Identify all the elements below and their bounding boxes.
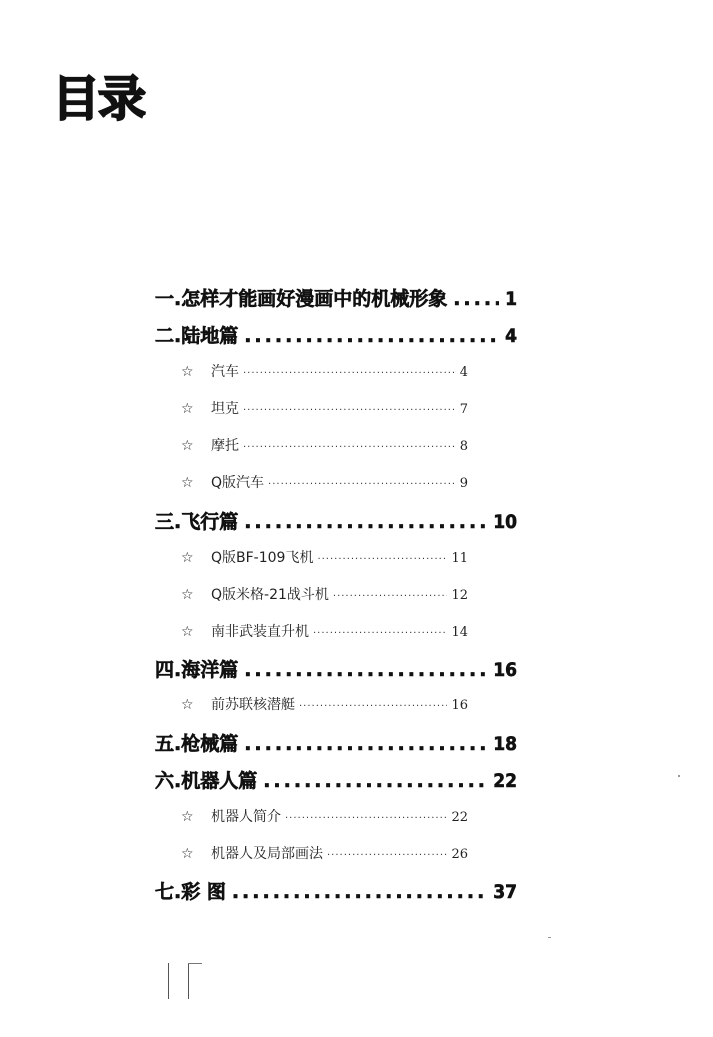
toc-entry-label: 一.怎样才能画好漫画中的机械形象 bbox=[155, 288, 448, 310]
toc-entry-page: 4 bbox=[505, 325, 517, 347]
toc-entry-chapter-5[interactable] bbox=[155, 729, 517, 756]
dot-leader bbox=[285, 813, 447, 824]
toc-entry-label: 六.机器人篇 bbox=[155, 770, 258, 792]
toc-entry-page: 12 bbox=[451, 588, 468, 603]
star-icon: ☆ bbox=[181, 438, 194, 454]
toc-entry-page: 22 bbox=[493, 770, 517, 792]
toc-entry-label: 四.海洋篇 bbox=[155, 659, 239, 681]
toc-entry-page: 16 bbox=[493, 659, 517, 681]
toc-entry-label: 三.飞行篇 bbox=[155, 511, 239, 533]
toc-entry-label: 机器人简介 bbox=[211, 809, 281, 825]
star-icon: ☆ bbox=[181, 401, 194, 417]
toc-entry-section[interactable] bbox=[181, 843, 468, 863]
dot-leader bbox=[263, 770, 487, 792]
toc-entry-label: 汽车 bbox=[211, 364, 239, 380]
toc-entry-section[interactable] bbox=[181, 806, 468, 826]
scan-speck bbox=[678, 775, 680, 777]
toc-entry-page: 22 bbox=[451, 810, 468, 825]
toc-entry-chapter-3[interactable] bbox=[155, 507, 517, 534]
star-icon: ☆ bbox=[181, 809, 194, 825]
dot-leader bbox=[317, 554, 447, 565]
toc-entry-page: 14 bbox=[451, 625, 468, 640]
toc-entry-label: 坦克 bbox=[211, 401, 239, 417]
toc-entry-chapter-2[interactable] bbox=[155, 321, 517, 348]
dot-leader bbox=[333, 591, 448, 602]
dot-leader bbox=[244, 659, 487, 681]
toc-entry-section[interactable] bbox=[181, 398, 468, 418]
star-icon: ☆ bbox=[181, 475, 194, 491]
toc-entry-page: 37 bbox=[493, 881, 517, 903]
toc-entry-page: 9 bbox=[459, 476, 468, 491]
divider bbox=[188, 963, 202, 964]
page-title: 目录 bbox=[52, 71, 145, 127]
toc-entry-section[interactable] bbox=[181, 435, 468, 455]
star-icon: ☆ bbox=[181, 624, 194, 640]
toc-entry-page: 26 bbox=[451, 847, 468, 862]
toc-entry-section[interactable] bbox=[181, 621, 468, 641]
star-icon: ☆ bbox=[181, 550, 194, 566]
toc-entry-label: 机器人及局部画法 bbox=[211, 846, 323, 862]
dot-leader bbox=[244, 511, 487, 533]
dot-leader bbox=[244, 325, 499, 347]
divider bbox=[188, 963, 189, 999]
scan-speck bbox=[548, 937, 551, 938]
dot-leader bbox=[244, 733, 487, 755]
toc-entry-chapter-7[interactable] bbox=[155, 877, 517, 904]
dot-leader bbox=[243, 368, 456, 379]
dot-leader bbox=[453, 288, 499, 310]
toc-entry-page: 1 bbox=[505, 288, 517, 310]
dot-leader bbox=[327, 850, 447, 861]
toc-entry-label: 南非武装直升机 bbox=[211, 624, 309, 640]
toc-entry-section[interactable] bbox=[181, 584, 468, 604]
divider bbox=[168, 963, 169, 999]
dot-leader bbox=[243, 405, 456, 416]
toc-entry-label: Q版BF-109飞机 bbox=[211, 550, 314, 566]
toc-entry-section[interactable] bbox=[181, 361, 468, 381]
dot-leader bbox=[268, 479, 456, 490]
toc-entry-label: 摩托 bbox=[211, 438, 239, 454]
toc-entry-label: Q版汽车 bbox=[211, 475, 265, 491]
toc-entry-page: 11 bbox=[451, 551, 468, 566]
toc-entry-page: 7 bbox=[459, 402, 468, 417]
toc-entry-label: 二.陆地篇 bbox=[155, 325, 239, 347]
star-icon: ☆ bbox=[181, 846, 194, 862]
toc-entry-chapter-4[interactable] bbox=[155, 655, 517, 682]
dot-leader bbox=[243, 442, 456, 453]
toc-entry-section[interactable] bbox=[181, 694, 468, 714]
star-icon: ☆ bbox=[181, 587, 194, 603]
dot-leader bbox=[232, 881, 487, 903]
star-icon: ☆ bbox=[181, 364, 194, 380]
dot-leader bbox=[299, 701, 447, 712]
dot-leader bbox=[313, 628, 447, 639]
toc-entry-chapter-1[interactable] bbox=[155, 284, 517, 311]
toc-entry-label: 前苏联核潜艇 bbox=[211, 697, 295, 713]
toc-entry-label: 七.彩 图 bbox=[155, 881, 226, 903]
toc-entry-page: 4 bbox=[459, 365, 468, 380]
star-icon: ☆ bbox=[181, 697, 194, 713]
toc-entry-page: 18 bbox=[493, 733, 517, 755]
toc-entry-section[interactable] bbox=[181, 472, 468, 492]
toc-entry-page: 16 bbox=[451, 698, 468, 713]
toc-entry-page: 8 bbox=[459, 439, 468, 454]
toc-entry-page: 10 bbox=[493, 511, 517, 533]
toc-entry-section[interactable] bbox=[181, 547, 468, 567]
toc-entry-label: Q版米格-21战斗机 bbox=[211, 587, 329, 603]
toc-entry-chapter-6[interactable] bbox=[155, 766, 517, 793]
toc-entry-label: 五.枪械篇 bbox=[155, 733, 239, 755]
